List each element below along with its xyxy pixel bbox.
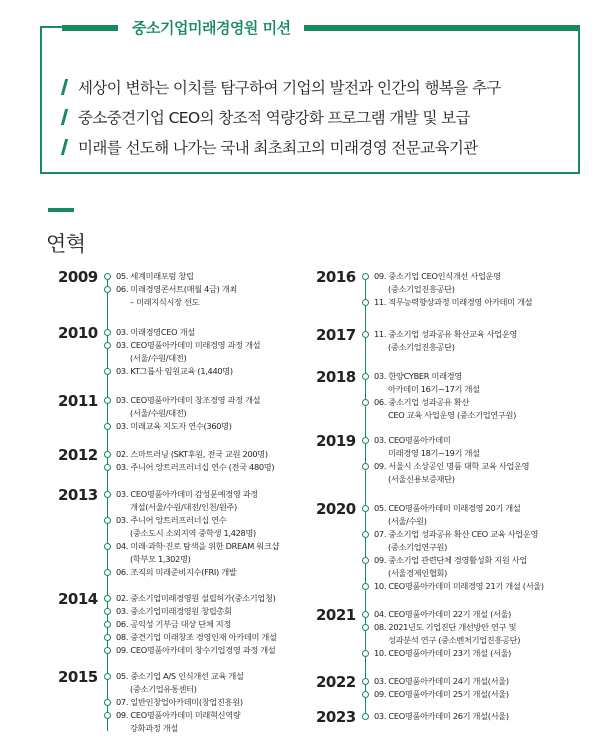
timeline-dot-icon — [104, 464, 111, 471]
mission-item-text: 세상이 변하는 이치를 탐구하여 기업의 발전과 인간의 행복을 추구 — [78, 79, 501, 97]
event-list — [358, 328, 517, 354]
year-label: 2020 — [316, 500, 356, 518]
event-list — [100, 670, 244, 735]
event-text: 11. 중소기업 성과공유 확산교육 사업운영 — [374, 329, 518, 339]
timeline-dot-icon — [362, 399, 369, 406]
event-item — [358, 580, 544, 593]
event-list — [100, 326, 260, 378]
timeline-dot-icon — [362, 437, 369, 444]
timeline-dot-icon — [362, 557, 369, 564]
event-text: 02. 스마트러닝 (SKT후원, 전국 교원 200명) — [116, 449, 268, 459]
timeline-dot-icon — [362, 463, 369, 470]
timeline-dot-icon — [104, 368, 111, 375]
event-text: 03. 미래경영CEO 개설 — [116, 327, 195, 337]
timeline-dot-icon — [362, 691, 369, 698]
timeline-dot-icon — [104, 451, 111, 458]
mission-item-text: 중소중견기업 CEO의 창조적 역량강화 프로그램 개발 및 보급 — [78, 109, 470, 127]
event-item — [358, 647, 520, 660]
year-label: 2022 — [316, 673, 356, 691]
event-detail: CEO 교육 사업운영 (중소기업연구원) — [388, 410, 517, 420]
event-item — [358, 370, 516, 396]
event-text: 05. CEO명품아카데미 미래경영 20기 개설 — [374, 503, 521, 513]
timeline-dot-icon — [362, 678, 369, 685]
event-text: 08. 중견기업 미래창조 경영인재 아카데미 개설 — [116, 632, 277, 642]
slash-bullet-icon — [60, 109, 70, 125]
event-list — [358, 675, 509, 701]
event-item — [100, 540, 279, 566]
year-label: 2010 — [58, 324, 98, 342]
timeline-dot-icon — [104, 608, 111, 615]
event-item — [100, 631, 277, 644]
event-detail: (서울/수원/대전) — [130, 353, 187, 363]
year-label: 2012 — [58, 446, 98, 464]
event-list — [358, 608, 520, 660]
event-text: 03. 주니어 앙트러프러너십 연수 — [116, 515, 227, 525]
event-list — [100, 448, 274, 474]
timeline-dot-icon — [104, 712, 111, 719]
event-detail: (중소기업유통센터) — [130, 684, 197, 694]
mission-item — [60, 102, 501, 132]
event-detail: (중소기업연구원) — [388, 542, 448, 552]
event-text: 03. CEO명품아카데미 미래경영 과정 개설 — [116, 340, 261, 350]
event-item — [100, 514, 279, 540]
event-item — [100, 448, 274, 461]
timeline-dot-icon — [104, 621, 111, 628]
history-accent-bar — [48, 208, 74, 212]
year-label: 2015 — [58, 668, 98, 686]
year-label: 2013 — [58, 486, 98, 504]
event-detail: (서울경제인협회) — [388, 568, 448, 578]
mission-title-bar — [42, 17, 578, 39]
event-item — [100, 326, 260, 339]
timeline-dot-icon — [104, 517, 111, 524]
mission-item — [60, 72, 501, 102]
event-detail: (학부모 1,302명) — [130, 554, 191, 564]
timeline-dot-icon — [362, 611, 369, 618]
event-text: 03. CEO명품아카데미 26기 개설(서울) — [374, 711, 509, 721]
event-item — [100, 696, 244, 709]
event-list — [358, 434, 529, 486]
timeline-dot-icon — [104, 491, 111, 498]
event-item — [100, 670, 244, 696]
timeline-dot-icon — [104, 397, 111, 404]
event-detail: 강화과정 개설 — [130, 723, 178, 733]
event-text: 03. CEO명품아카데미 창조경영 과정 개설 — [116, 395, 261, 405]
event-text: 07. 중소기업 성과공유 확산 CEO 교육 사업운영 — [374, 529, 539, 539]
event-text: 11. 직무능력향상과정 미래경영 아카데미 개설 — [374, 297, 533, 307]
timeline-dot-icon — [104, 569, 111, 576]
event-detail: 미래경영 18기~19기 개설 — [388, 448, 480, 458]
event-detail: 개설(서울/수원/대전/인천/원주) — [130, 502, 237, 512]
event-item — [100, 709, 244, 735]
timeline-dot-icon — [362, 624, 369, 631]
mission-list — [60, 72, 501, 162]
event-item — [358, 528, 544, 554]
event-text: 06. 공익성 기부금 대상 단체 지정 — [116, 619, 231, 629]
year-label: 2021 — [316, 606, 356, 624]
event-item — [100, 644, 277, 657]
event-text: 03. 주니어 앙트러프러너십 연수 (전국 480명) — [116, 462, 275, 472]
mission-item-text: 미래를 선도해 나가는 국내 최초최고의 미래경영 전문교육기관 — [78, 139, 478, 157]
mission-title-rule — [304, 25, 580, 31]
event-text: 06. 미래경영콘서트(매월 4금) 개최 — [116, 284, 238, 294]
event-detail: (서울/수원/대전) — [130, 408, 187, 418]
timeline-dot-icon — [362, 583, 369, 590]
event-item — [100, 592, 277, 605]
event-text: 03. CEO명품아카데미 — [374, 435, 451, 445]
event-item — [358, 296, 532, 309]
event-item — [358, 621, 520, 647]
event-text: 05. 세계미래포럼 창립 — [116, 271, 194, 281]
event-item — [358, 328, 517, 354]
event-list — [100, 488, 279, 579]
mission-title: 중소기업미래경영원 미션 — [118, 17, 305, 39]
event-item — [100, 488, 279, 514]
event-item — [100, 394, 260, 420]
event-text: 03. 미래교육 지도자 연수(360명) — [116, 421, 232, 431]
event-item — [358, 554, 544, 580]
year-label: 2023 — [316, 708, 356, 726]
event-item — [100, 339, 260, 365]
event-text: 10. CEO명품아카데미 23기 개설 (서울) — [374, 648, 512, 658]
event-item — [358, 608, 520, 621]
event-text: 06. 중소기업 성과공유 확산 — [374, 397, 470, 407]
event-detail: (서울/수원) — [388, 516, 427, 526]
timeline-dot-icon — [104, 634, 111, 641]
timeline-dot-icon — [104, 673, 111, 680]
year-label: 2017 — [316, 326, 356, 344]
event-item — [100, 365, 260, 378]
year-label: 2011 — [58, 392, 98, 410]
event-list — [358, 270, 532, 309]
event-item — [100, 420, 260, 433]
timeline-dot-icon — [362, 531, 369, 538]
timeline-dot-icon — [362, 299, 369, 306]
event-detail: 아카데미 16기~17기 개설 — [388, 384, 480, 394]
event-text: 04. CEO명품아카데미 22기 개설 (서울) — [374, 609, 512, 619]
timeline-dot-icon — [104, 342, 111, 349]
event-text: 03. KT그룹사 임원교육 (1,440명) — [116, 366, 233, 376]
event-item — [100, 270, 237, 283]
event-item — [100, 283, 237, 309]
event-text: 09. 중소기업 관련단체 경영활성화 지원 사업 — [374, 555, 527, 565]
event-item — [358, 710, 509, 723]
timeline-dot-icon — [362, 505, 369, 512]
history-title: 연혁 — [46, 232, 86, 256]
timeline-dot-icon — [104, 286, 111, 293]
timeline-dot-icon — [104, 647, 111, 654]
event-text: 08. 2021년도 기업진단 개선방안 연구 및 — [374, 622, 517, 632]
event-detail: (중소기업진흥공단) — [388, 342, 455, 352]
event-detail: (서울신용보증재단) — [388, 474, 455, 484]
event-item — [358, 396, 516, 422]
event-list — [358, 502, 544, 593]
year-label: 2009 — [58, 268, 98, 286]
slash-bullet-icon — [60, 139, 70, 155]
slash-bullet-icon — [60, 79, 70, 95]
event-item — [358, 434, 529, 460]
event-detail: – 미래지식시장 선도 — [130, 297, 200, 307]
event-list — [358, 710, 509, 723]
event-detail: (중소도시 소외지역 중학생 1,428명) — [130, 528, 256, 538]
event-text: 07. 일반인창업아카데미(창업진흥원) — [116, 697, 243, 707]
event-text: 09. CEO명품아카데미 25기 개설(서울) — [374, 689, 509, 699]
timeline-dot-icon — [362, 713, 369, 720]
year-label: 2019 — [316, 432, 356, 450]
event-item — [358, 675, 509, 688]
event-text: 09. 서울시 소상공인 명품 대학 교육 사업운영 — [374, 461, 530, 471]
timeline-dot-icon — [104, 273, 111, 280]
event-text: 03. 한양CYBER 미래경영 — [374, 371, 462, 381]
event-item — [358, 460, 529, 486]
event-text: 06. 조직의 미래준비지수(FRI) 개발 — [116, 567, 237, 577]
event-detail: 성과분석 연구 (중소벤처기업진흥공단) — [388, 635, 521, 645]
event-text: 09. CEO명품아카데미 창수기업경영 과정 개설 — [116, 645, 276, 655]
event-detail: (중소기업진흥공단) — [388, 284, 455, 294]
event-text: 09. CEO명품아카데미 미래혁신역량 — [116, 710, 241, 720]
event-text: 03. CEO명품아카데미 24기 개설(서울) — [374, 676, 509, 686]
event-text: 10. CEO명품아카데미 미래경영 21기 개설 (서울) — [374, 581, 544, 591]
timeline-dot-icon — [362, 650, 369, 657]
event-item — [100, 618, 277, 631]
timeline-dot-icon — [104, 595, 111, 602]
year-label: 2018 — [316, 368, 356, 386]
event-text: 04. 미래·과학·진로 탐색을 위한 DREAM 워크샵 — [116, 541, 280, 551]
event-item — [100, 566, 279, 579]
event-list — [100, 270, 237, 309]
event-text: 03. CEO명품아카데미 감성문예경영 과정 — [116, 489, 258, 499]
year-label: 2014 — [58, 590, 98, 608]
event-item — [358, 502, 544, 528]
timeline-dot-icon — [104, 699, 111, 706]
event-text: 03. 중소기업미래경영원 창립총회 — [116, 606, 232, 616]
event-item — [358, 270, 532, 296]
timeline-dot-icon — [104, 543, 111, 550]
timeline-dot-icon — [362, 373, 369, 380]
timeline-dot-icon — [362, 331, 369, 338]
event-list — [358, 370, 516, 422]
timeline-dot-icon — [104, 329, 111, 336]
mission-item — [60, 132, 501, 162]
event-item — [100, 605, 277, 618]
event-list — [100, 394, 260, 433]
timeline-dot-icon — [362, 273, 369, 280]
event-text: 05. 중소기업 A/S 인식개선 교육 개설 — [116, 671, 244, 681]
timeline-dot-icon — [104, 423, 111, 430]
mission-box — [40, 19, 580, 174]
event-text: 02. 중소기업미래경영원 설립허가(중소기업청) — [116, 593, 276, 603]
year-label: 2016 — [316, 268, 356, 286]
event-text: 09. 중소기업 CEO인식개선 사업운영 — [374, 271, 501, 281]
event-item — [358, 688, 509, 701]
event-item — [100, 461, 274, 474]
event-list — [100, 592, 277, 657]
